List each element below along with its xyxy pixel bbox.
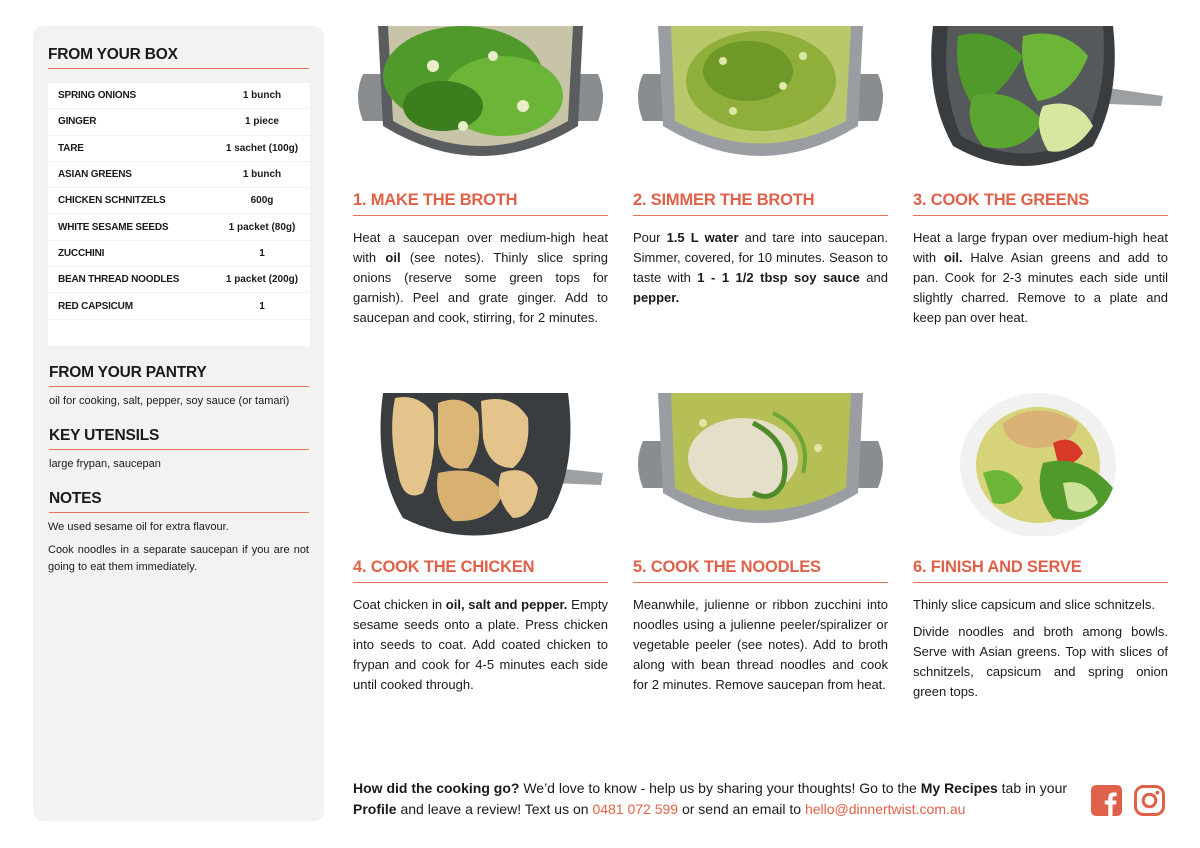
text-run: Empty sesame seeds onto a plate. Press chicken into seeds to coat. Add coated chicken to frypan and cook for 4-5 minutes each side until cooked through. xyxy=(353,597,608,692)
from-your-box-title: FROM YOUR BOX xyxy=(48,46,309,69)
step-3 xyxy=(913,26,1168,328)
step-paragraph xyxy=(353,228,608,328)
step-title: 5. COOK THE NOODLES xyxy=(633,558,888,583)
table-row xyxy=(48,214,310,240)
note-text: We used sesame oil for extra flavour. xyxy=(48,521,229,533)
text-run: Heat a large frypan over medium-high heat with xyxy=(913,230,1168,265)
ingredient-qty: 1 sachet (100g) xyxy=(225,142,299,154)
ingredient-name: SPRING ONIONS xyxy=(58,90,136,102)
feedback-question: How did the cooking go? xyxy=(353,780,520,796)
text-run: Halve Asian greens and add to pan. Cook for 2-3 minutes each side until slightly charred. Remove to a plate and keep pan over heat. xyxy=(913,250,1169,325)
step-photo-finished-bowl xyxy=(913,393,1168,536)
text-run: (see notes). Thinly slice spring onions (reserve some green tops for garnish). Peel and grate ginger. Add to saucepan and cook, stirring, for 2 minutes. xyxy=(353,250,608,325)
footer-text: and leave a review! Text us on xyxy=(396,801,593,817)
notes-section xyxy=(48,490,309,576)
utensils-title: KEY UTENSILS xyxy=(49,427,309,450)
step-photo-chicken-pan xyxy=(353,393,608,536)
ingredient-qty: 1 bunch xyxy=(242,169,282,181)
ingredient-qty: 1 packet (80g) xyxy=(228,221,296,233)
text-run: Pour xyxy=(633,230,667,245)
utensils-text: large frypan, saucepan xyxy=(49,458,161,470)
step-title: 1. MAKE THE BROTH xyxy=(353,191,608,216)
footer-text: We’d love to know - help us by sharing your thoughts! Go to the xyxy=(519,780,921,796)
ingredient-qty: 1 xyxy=(259,300,265,312)
text-run: Heat a saucepan over medium-high heat with xyxy=(353,230,608,265)
pantry-text: oil for cooking, salt, pepper, soy sauce (or tamari) xyxy=(49,395,290,407)
bold-run: oil, salt and pepper. xyxy=(445,597,568,612)
bold-run: 1 - 1 1/2 tbsp soy sauce xyxy=(697,270,860,285)
step-6 xyxy=(913,393,1168,702)
text-run: and tare into saucepan. Simmer, covered, for 10 minutes. Season to taste with xyxy=(633,230,888,285)
ingredients-sidebar xyxy=(33,26,324,821)
footer-text: or send an email to xyxy=(678,801,805,817)
step-photo-simmer-pot xyxy=(633,26,888,169)
ingredient-qty: 600g xyxy=(250,195,274,207)
ingredient-name: TARE xyxy=(58,142,84,154)
step-photo-noodles-pot xyxy=(633,393,888,536)
facebook-icon[interactable] xyxy=(1091,785,1122,821)
pantry-section xyxy=(48,364,309,409)
step-title: 6. FINISH AND SERVE xyxy=(913,558,1168,583)
table-row xyxy=(48,83,310,109)
text-run: Meanwhile, julienne or ribbon zucchini into noodles using a julienne peeler/spiralizer or vegetable peeler (see notes). Add to broth along with bean thread noodles and cook for 2 minutes. Remove saucepan from heat. xyxy=(633,597,888,692)
step-paragraph xyxy=(913,622,1168,702)
notes-title: NOTES xyxy=(49,490,309,513)
ingredient-name: ZUCCHINI xyxy=(58,247,105,259)
step-body xyxy=(633,595,888,695)
step-title: 2. SIMMER THE BROTH xyxy=(633,191,888,216)
step-body xyxy=(913,228,1168,328)
ingredient-qty: 1 xyxy=(259,247,265,259)
step-title: 3. COOK THE GREENS xyxy=(913,191,1168,216)
table-row xyxy=(48,162,310,188)
pantry-title: FROM YOUR PANTRY xyxy=(49,364,309,387)
ingredient-name: CHICKEN SCHNITZELS xyxy=(58,195,166,207)
ingredient-name: BEAN THREAD NOODLES xyxy=(58,274,180,286)
phone-link[interactable]: 0481 072 599 xyxy=(592,801,679,817)
bold-run: pepper. xyxy=(633,290,680,305)
step-paragraph xyxy=(353,595,608,695)
text-run: Thinly slice capsicum and slice schnitzels. xyxy=(913,597,1156,612)
utensils-section xyxy=(48,427,309,472)
note-text: Cook noodles in a separate saucepan if you are not going to eat them immediately. xyxy=(48,544,309,573)
table-row xyxy=(48,293,310,319)
step-title: 4. COOK THE CHICKEN xyxy=(353,558,608,583)
table-row xyxy=(48,241,310,267)
feedback-footer xyxy=(353,778,1073,820)
ingredients-table xyxy=(48,83,310,346)
ingredient-qty: 1 piece xyxy=(245,116,279,128)
ingredient-name: RED CAPSICUM xyxy=(58,300,133,312)
step-paragraph xyxy=(913,228,1168,328)
bold-run: oil. xyxy=(943,250,963,265)
step-body xyxy=(633,228,888,308)
step-body xyxy=(913,595,1168,702)
text-run: and xyxy=(859,270,888,285)
step-5 xyxy=(633,393,888,695)
text-run: Divide noodles and broth among bowls. Serve with Asian greens. Top with slices of schnitzels, capsicum and spring onion green tops. xyxy=(913,624,1168,699)
bold-run: oil xyxy=(385,250,401,265)
ingredient-name: ASIAN GREENS xyxy=(58,169,132,181)
step-photo-broth-pot xyxy=(353,26,608,169)
email-link[interactable]: hello@dinnertwist.com.au xyxy=(804,801,966,817)
ingredient-name: WHITE SESAME SEEDS xyxy=(58,221,169,233)
bold-run: 1.5 L water xyxy=(666,230,739,245)
step-body xyxy=(353,595,608,695)
step-photo-greens-pan xyxy=(913,26,1168,169)
footer-text: tab in your xyxy=(997,780,1068,796)
step-paragraph xyxy=(633,228,888,308)
step-4 xyxy=(353,393,608,695)
step-2 xyxy=(633,26,888,308)
my-recipes-link[interactable]: My Recipes xyxy=(920,780,998,796)
instagram-icon[interactable] xyxy=(1134,785,1165,821)
table-row xyxy=(48,109,310,135)
step-paragraph xyxy=(913,595,1168,615)
ingredient-name: GINGER xyxy=(58,116,97,128)
ingredient-qty: 1 bunch xyxy=(242,90,282,102)
text-run: Coat chicken in xyxy=(353,597,446,612)
step-body xyxy=(353,228,608,328)
table-row xyxy=(48,136,310,162)
step-1 xyxy=(353,26,608,328)
table-row xyxy=(48,188,310,214)
step-paragraph xyxy=(633,595,888,695)
table-row xyxy=(48,267,310,293)
ingredient-qty: 1 packet (200g) xyxy=(225,274,299,286)
profile-link[interactable]: Profile xyxy=(353,801,397,817)
